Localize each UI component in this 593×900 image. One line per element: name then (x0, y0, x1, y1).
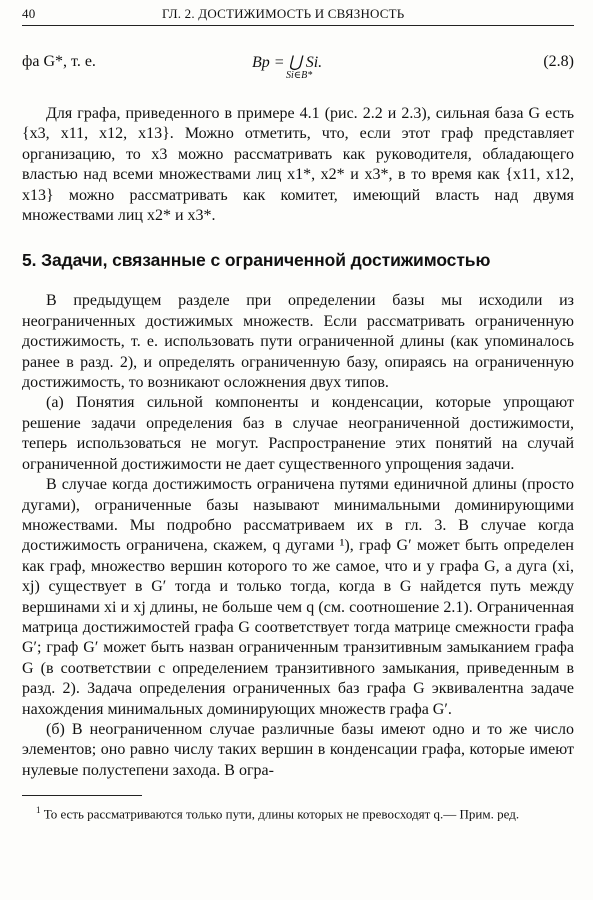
footnote-rule (22, 795, 142, 796)
footnote-mark: 1 (36, 805, 41, 816)
equation-number: (2.8) (543, 53, 574, 70)
section-paragraph-2: (а) Понятия сильной компоненты и конденсации, которые упрощают решение задачи определения баз в случае неограниченной достижимости, теперь использоваться не могут. Распространение этих понятий на случай ограниченной достижимости не дает существенного упрощения задачи. (22, 394, 574, 473)
formula-main: Bp = ⋃ Si. (252, 54, 323, 71)
page-number: 40 (22, 6, 36, 21)
section-heading: 5. Задачи, связанные с ограниченной достижимостью (22, 250, 491, 271)
paragraph-strong-base: Для графа, приведенного в примере 4.1 (рис. 2.2 и 2.3), сильная база G есть {x3, x11, x12, x13}. Можно отметить, что, если этот граф представляет организацию, то x3 можно рассматривать как руководителя, обладающего властью над всеми множествами лиц x1*, x2* и x3*, в то время как {x11, x12, x13} можно рассматривать как комитет, имеющий власть над двумя множествами лиц x2* и x3*. (22, 105, 574, 225)
section-paragraph-3: В случае когда достижимость ограничена путями единичной длины (просто дугами), ограниченные базы называют минимальными доминирующими множествами. Мы подробно рассматриваем их в гл. 3. В случае когда достижимость ограничена, скажем, q дугами ¹), граф G′ может быть определен как граф, множество вершин которого то же самое, что и у графа G, а дуга (xi, xj) существует в G′ тогда и только тогда, когда в G найдется путь между вершинами xi и xj длины, не больше чем q (см. соотношение 2.1). Ограниченная матрица достижимостей графа G соответствует тогда матрице смежности графа G′; граф G′ может быть назван ограниченным транзитивным замыканием графа G (в соответствии с определением транзитивного замыкания, приведенным в разд. 2). Задача определения ограниченных баз графа G эквивалентна задаче нахождения минимальных доминирующих множеств графа G′. (22, 476, 574, 718)
formula-lead-text: фа G*, т. е. (22, 53, 96, 70)
footnote (22, 802, 574, 822)
formula-line (22, 40, 574, 84)
formula-subscript: Si∈B* (286, 70, 313, 81)
section-paragraph-1: В предыдущем разделе при определении базы мы исходили из неограниченных достижимых множеств. Если рассматривать ограниченную достижимость, т. е. использовать пути ограниченной длины (как упоминалось ранее в разд. 2), и определять ограниченную базу, опираясь на ограниченную достижимость, то возникают осложнения двух типов. (22, 292, 574, 392)
page (22, 6, 574, 823)
equation-2-8 (252, 52, 524, 81)
footnote-text: То есть рассматриваются только пути, длины которых не превосходят q.— Прим. ред. (43, 806, 520, 822)
section-paragraph-4: (б) В неограниченном случае различные базы имеют одно и то же число элементов; оно равно числу таких вершин в конденсации графа, которые имеют нулевые полустепени захода. В огра- (22, 720, 574, 779)
running-title: ГЛ. 2. ДОСТИЖИМОСТЬ И СВЯЗНОСТЬ (162, 6, 405, 21)
running-header (22, 6, 574, 26)
